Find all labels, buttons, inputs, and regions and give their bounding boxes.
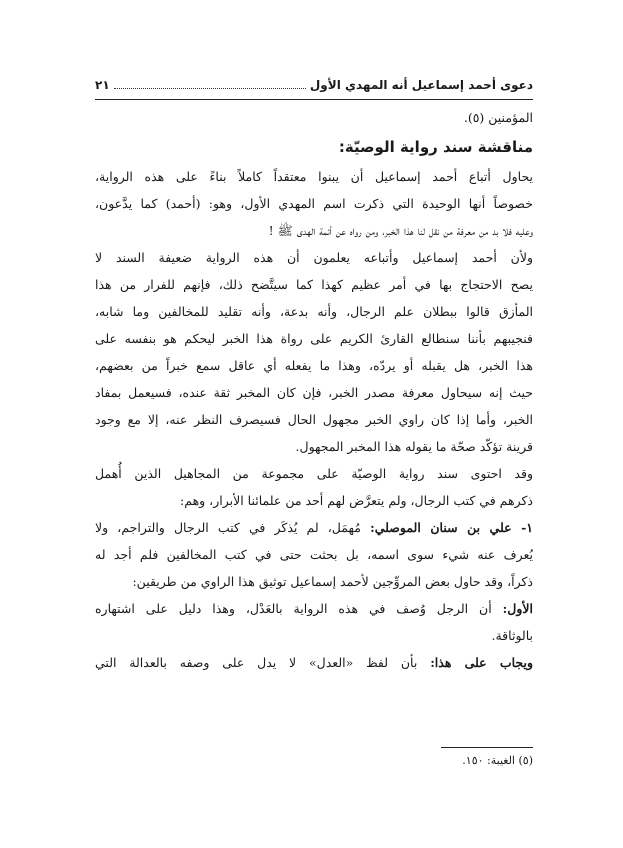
first-point-label: الأول: [502, 601, 533, 616]
item1-line: ذكراً، وقد حاول بعض المروِّجين لأحمد إسماعيل توثيق هذا الراوي من طريقين: [132, 574, 533, 589]
para3-line: وقد احتوى سند رواية الوصيّة على مجموعة من المجاهيل الذين أُهمل [95, 466, 533, 481]
para1-line: خصوصاً أنها الوحيدة التي ذكرت اسم المهدي الأول، وهو: (أحمد) كما يدَّعون، [95, 196, 533, 211]
para2-line: ولأن أحمد إسماعيل وأتباعه يعلمون أن هذه الرواية ضعيفة السند لا [95, 250, 533, 265]
item1-line: يُعرف عنه شيء سوى اسمه، بل بحثت حتى في كتب المخالفين فلم أجد له [95, 547, 533, 562]
section-heading: مناقشة سند رواية الوصيّة: [338, 138, 533, 156]
footnote-rule [441, 747, 533, 748]
header-rule [95, 99, 533, 100]
first-point-rest: أن الرجل وُصف في هذه الرواية بالعَدْل، وهذا دليل على اشتهاره [95, 601, 492, 616]
para1-line: وعليه فلا بد من معرفة من نقل لنا هذا الخبر، ومن رواه عن أئمة الهدى ﷺ ! [268, 223, 533, 238]
para2-line: يصح الاحتجاج بها في أمر عظيم كهذا كما سيتَّضح ذلك، فإنهم للفرار من هذا [95, 277, 533, 292]
para2-line: قرينة تؤكّد صحّة ما يقوله هذا المخبر المجهول. [295, 439, 533, 454]
para2-line: حيث إنه سيحاول معرفة مصدر الخبر، فإن كان المخبر ثقة عنده، فسيعمل بمفاد [95, 385, 533, 400]
para2-line: الخبر، وأما إذا كان راوي الخبر مجهول الحال فسيصرف النظر عنه، إلا مع وجود [95, 412, 533, 427]
para1-line: يحاول أتباع أحمد إسماعيل أن يبنوا معتقداً كاملاً بناءً على هذه الرواية، [95, 169, 533, 184]
item1-first-rest: مُهمَل، لم يُذكَر في كتب الرجال والتراجم، ولا [95, 520, 361, 535]
item1-first-line [95, 514, 533, 541]
footnote: (٥) الغيبة: ١٥٠. [462, 754, 533, 767]
header-title: دعوى أحمد إسماعيل أنه المهدي الأول [309, 78, 533, 92]
first-point-line-2: بالوثاقة. [491, 628, 533, 643]
page-number: ٢١ [95, 78, 110, 92]
answer-label: ويجاب على هذا: [430, 655, 533, 670]
body-text [95, 104, 533, 676]
para2-line: فنجيبهم بأننا سنطالع القارئ الكريم على رواة هذا الخبر ليحكم هو بنفسه على [95, 331, 533, 346]
item1-label: ١- علي بن سنان الموصلي: [370, 520, 533, 535]
para3-line: ذكرهم في كتب الرجال، ولم يتعرَّض لهم أحد من علمائنا الأبرار، وهم: [180, 493, 533, 508]
intro-line: المؤمنين (٥). [463, 110, 533, 125]
para2-line: المأزق قالوا ببطلان علم الرجال، وأنه بدعة، وأنه تقليد للمخالفين وما شابه، [95, 304, 533, 319]
header-dot-leader [114, 78, 306, 89]
running-header [95, 78, 533, 100]
para2-line: هذا الخبر، هل يقبله أو يردّه، وهذا ما يفعله أي عاقل سمع خبراً من بعضهم، [95, 358, 533, 373]
first-point-line [95, 595, 533, 622]
answer-line [95, 649, 533, 676]
answer-rest: بأن لفظ «العدل» لا يدل على وصفه بالعدالة التي [95, 655, 418, 670]
